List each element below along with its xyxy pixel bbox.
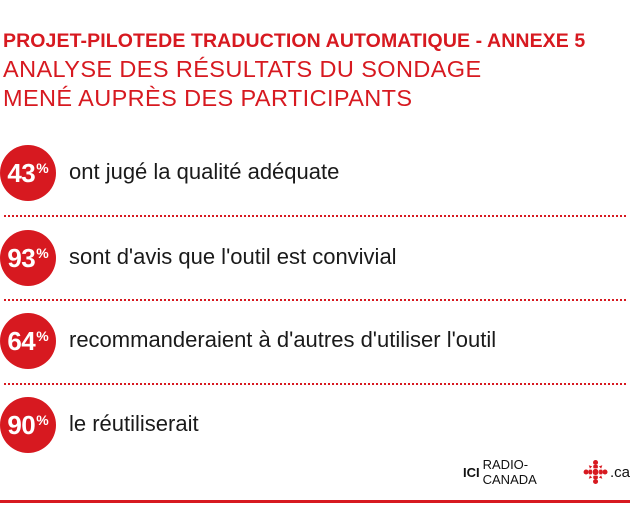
stat-label: recommanderaient à d'autres d'utiliser l'outil (69, 327, 497, 352)
stat-row (0, 313, 630, 369)
radio-canada-logo (463, 457, 630, 487)
subtitle-line-2: MENÉ AUPRÈS DES PARTICIPANTS (3, 85, 413, 111)
stat-label: ont jugé la qualité adéquate (69, 159, 340, 184)
percent-badge (0, 397, 56, 453)
page-subtitle (3, 55, 623, 113)
percent-value: 43 (7, 157, 36, 188)
divider (4, 215, 626, 217)
percent-sign: % (36, 245, 49, 261)
stat-row (0, 145, 630, 201)
stat-row (0, 230, 630, 286)
percent-badge (0, 230, 56, 286)
percent-sign: % (36, 412, 49, 428)
percent-value: 93 (7, 242, 36, 273)
percent-sign: % (36, 160, 49, 176)
percent-badge (0, 145, 56, 201)
percent-sign: % (36, 328, 49, 344)
bottom-bar (0, 500, 630, 503)
subtitle-line-1: ANALYSE DES RÉSULTATS DU SONDAGE (3, 56, 482, 82)
stat-label: le réutiliserait (69, 411, 199, 436)
logo-ici: ICI (463, 464, 480, 480)
percent-value: 90 (7, 409, 36, 440)
divider (4, 383, 626, 385)
page-title: PROJET-PILOTEDE TRADUCTION AUTOMATIQUE - ANNEXE 5 (3, 30, 586, 52)
radio-canada-gem-icon (583, 459, 608, 485)
percent-badge (0, 313, 56, 369)
percent-value: 64 (7, 325, 36, 356)
logo-name: RADIO-CANADA (482, 457, 537, 487)
divider (4, 299, 626, 301)
stat-label: sont d'avis que l'outil est convivial (69, 244, 397, 269)
logo-tld: .ca (609, 463, 630, 481)
stat-row (0, 397, 630, 453)
